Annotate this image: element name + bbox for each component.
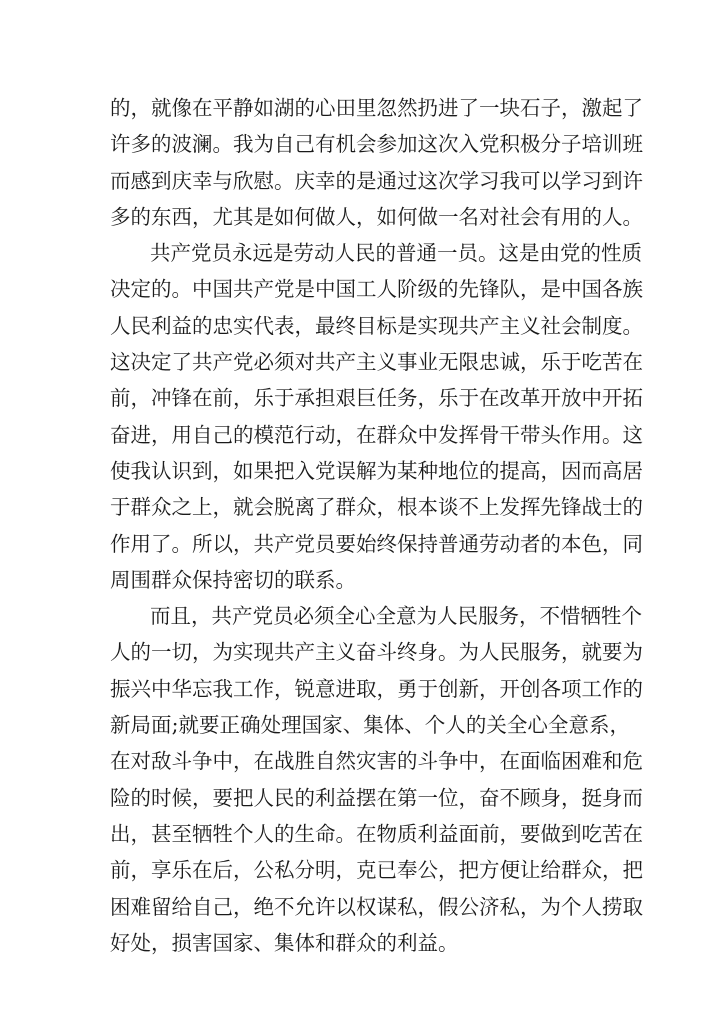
text-line: 这决定了共产党必须对共产主义事业无限忠诚，乐于吃苦在 (110, 350, 643, 375)
text-line: 前，冲锋在前，乐于承担艰巨任务，乐于在改革开放中开拓 (110, 386, 643, 411)
paragraph-3 (110, 598, 643, 961)
text-line: 人民利益的忠实代表，最终目标是实现共产主义社会制度。 (110, 313, 643, 338)
text-line: 前，享乐在后，公私分明，克已奉公，把方便让给群众，把 (110, 858, 643, 883)
paragraph-2 (110, 235, 643, 598)
text-line: 使我认识到，如果把入党误解为某种地位的提高，因而高居 (110, 458, 643, 483)
text-line: 共产党员永远是劳动人民的普通一员。这是由党的性质 (150, 241, 642, 266)
text-line: 许多的波澜。我为自己有机会参加这次入党积极分子培训班 (110, 132, 643, 157)
text-line: 周围群众保持密切的联系。 (110, 567, 356, 592)
text-line: 的，就像在平静如湖的心田里忽然扔进了一块石子，激起了 (110, 96, 643, 120)
paragraph-1 (110, 90, 643, 235)
text-line: 作用了。所以，共产党员要始终保持普通劳动者的本色，同 (110, 531, 643, 556)
text-line: 于群众之上，就会脱离了群众，根本谈不上发挥先锋战士的 (110, 495, 643, 520)
text-line: 奋进，用自己的模范行动，在群众中发挥骨干带头作用。这 (110, 422, 643, 447)
text-line: 新局面;就要正确处理国家、集体、个人的关全心全意系， (110, 713, 630, 738)
text-line: 好处，损害国家、集体和群众的利益。 (110, 930, 459, 955)
text-line: 人的一切，为实现共产主义奋斗终身。为人民服务，就要为 (110, 640, 643, 665)
text-line: 在对敌斗争中，在战胜自然灾害的斗争中，在面临困难和危 (110, 749, 643, 774)
text-line: 困难留给自己，绝不允许以权谋私，假公济私，为个人捞取 (110, 894, 643, 919)
text-line: 振兴中华忘我工作，锐意进取，勇于创新，开创各项工作的 (110, 676, 643, 701)
text-line: 多的东西，尤其是如何做人，如何做一名对社会有用的人。 (110, 204, 643, 229)
text-line: 险的时候，要把人民的利益摆在第一位，奋不顾身，挺身而 (110, 785, 643, 810)
text-line: 而且，共产党员必须全心全意为人民服务，不惜牺牲个 (150, 604, 642, 629)
document-body (110, 90, 643, 961)
text-line: 出，甚至牺牲个人的生命。在物质利益面前，要做到吃苦在 (110, 821, 643, 846)
text-line: 而感到庆幸与欣慰。庆幸的是通过这次学习我可以学习到许 (110, 168, 643, 193)
text-line: 决定的。中国共产党是中国工人阶级的先锋队，是中国各族 (110, 277, 643, 302)
